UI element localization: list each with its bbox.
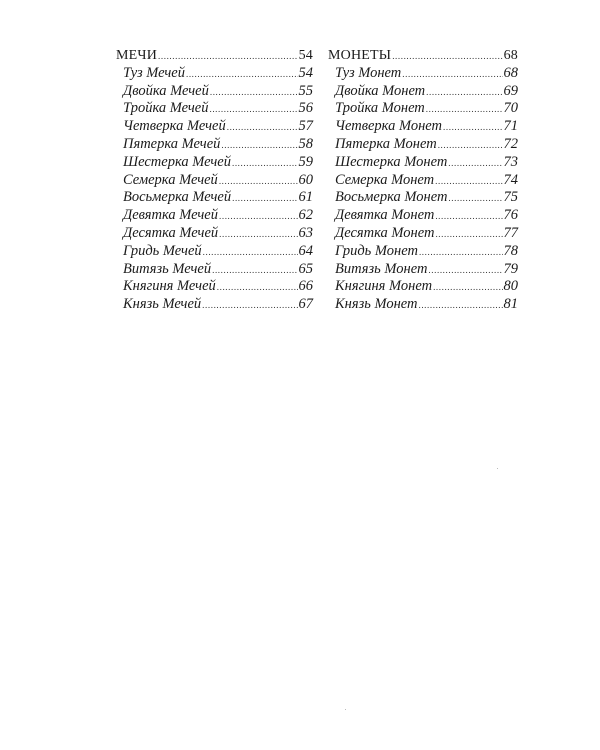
toc-page-number: 68: [503, 48, 518, 63]
toc-page-number: 54: [298, 64, 313, 81]
toc-heading-label: МОНЕТЫ: [328, 48, 392, 63]
toc-page-number: 56: [298, 100, 313, 117]
toc-entry-label: Гридь Мечей: [123, 242, 202, 259]
toc-page-number: 54: [298, 48, 313, 63]
toc-entry: [116, 296, 313, 314]
toc-entry: [116, 243, 313, 261]
toc-entry: [328, 261, 518, 279]
toc-dot-leader: [419, 244, 503, 262]
toc-dot-leader: [227, 119, 298, 137]
toc-entry: [116, 189, 313, 207]
toc-dot-leader: [202, 297, 297, 315]
toc-entry: [116, 278, 313, 296]
toc-page-number: 68: [503, 64, 518, 81]
toc-entry: [328, 225, 518, 243]
toc-page-number: 66: [298, 278, 313, 295]
toc-entry-label: Восьмерка Монет: [335, 189, 448, 206]
toc-entry-label: Девятка Монет: [335, 207, 435, 224]
toc-entry: [116, 136, 313, 154]
toc-page-number: 77: [503, 224, 518, 241]
toc-page-number: 73: [503, 153, 518, 170]
toc-dot-leader: [217, 279, 298, 297]
toc-dot-leader: [232, 190, 297, 208]
toc-dot-leader: [186, 66, 298, 84]
toc-page-number: 60: [298, 171, 313, 188]
toc-entry-label: Тройка Монет: [335, 100, 425, 117]
toc-entry-label: Витязь Мечей: [123, 260, 212, 277]
toc-entry: [328, 207, 518, 225]
toc-entry-label: Туз Монет: [335, 64, 402, 81]
toc-entry-label: Четверка Мечей: [123, 118, 226, 135]
toc-entry-label: Четверка Монет: [335, 118, 443, 135]
toc-page-number: 72: [503, 135, 518, 152]
toc-entry: [116, 225, 313, 243]
toc-page-number: 69: [503, 82, 518, 99]
toc-entry: [328, 243, 518, 261]
toc-dot-leader: [402, 66, 502, 84]
toc-entry: [116, 83, 313, 101]
toc-page-number: 75: [503, 189, 518, 206]
toc-page-number: 57: [298, 118, 313, 135]
toc-page-number: 79: [503, 260, 518, 277]
toc-entry-label: Восьмерка Мечей: [123, 189, 232, 206]
toc-entry: [116, 100, 313, 118]
toc-dot-leader: [418, 297, 502, 315]
toc-page-number: 61: [298, 189, 313, 206]
toc-entry-label: Десятка Мечей: [123, 224, 219, 241]
toc-dot-leader: [426, 84, 502, 102]
toc-page-number: 64: [298, 242, 313, 259]
toc-entry: [116, 207, 313, 225]
toc-entry-label: Двойка Монет: [335, 82, 426, 99]
toc-entry-label: Шестерка Мечей: [123, 153, 231, 170]
toc-entry: [116, 118, 313, 136]
toc-entry: [328, 296, 518, 314]
toc-entry: [328, 189, 518, 207]
toc-dot-leader: [158, 48, 298, 66]
toc-dot-leader: [212, 262, 297, 280]
toc-entry: [328, 83, 518, 101]
toc-entry-label: Десятка Монет: [335, 224, 435, 241]
toc-dot-leader: [221, 137, 297, 155]
toc-entry-label: Витязь Монет: [335, 260, 428, 277]
toc-dot-leader: [219, 226, 297, 244]
toc-page-number: 65: [298, 260, 313, 277]
toc-entry-label: Пятерка Мечей: [123, 135, 221, 152]
toc-entry-label: Гридь Монет: [335, 242, 418, 259]
toc-dot-leader: [426, 101, 503, 119]
toc-entry: [116, 154, 313, 172]
toc-entry: [328, 172, 518, 190]
toc-entry-label: Пятерка Монет: [335, 135, 437, 152]
toc-entry-label: Семерка Мечей: [123, 171, 218, 188]
toc-page-number: 58: [298, 135, 313, 152]
toc-entry-label: Князь Монет: [335, 296, 418, 313]
toc-page-number: 74: [503, 171, 518, 188]
toc-entry-label: Княгиня Мечей: [123, 278, 216, 295]
toc-page-number: 59: [298, 153, 313, 170]
toc-dot-leader: [443, 119, 502, 137]
toc-dot-leader: [438, 137, 503, 155]
toc-entry: [328, 100, 518, 118]
toc-page-number: 62: [298, 207, 313, 224]
toc-dot-leader: [433, 279, 502, 297]
toc-dot-leader: [435, 208, 502, 226]
toc-page-number: 70: [503, 100, 518, 117]
toc-dot-leader: [435, 226, 502, 244]
toc-page-number: 71: [503, 118, 518, 135]
toc-entry-list: [328, 65, 518, 314]
toc-entry-label: Двойка Мечей: [123, 82, 209, 99]
toc-dot-leader: [448, 155, 502, 173]
toc-dot-leader: [210, 84, 298, 102]
toc-entry-label: Тройка Мечей: [123, 100, 209, 117]
toc-column-coins: [328, 47, 518, 314]
toc-dot-leader: [219, 173, 298, 191]
paper-speck: [345, 709, 346, 710]
toc-page-number: 63: [298, 224, 313, 241]
toc-dot-leader: [232, 155, 298, 173]
toc-dot-leader: [435, 173, 502, 191]
toc-page-number: 67: [298, 296, 313, 313]
toc-heading-label: МЕЧИ: [116, 48, 158, 63]
toc-page-number: 80: [503, 278, 518, 295]
toc-page-number: 76: [503, 207, 518, 224]
toc-entry: [116, 261, 313, 279]
toc-entry: [116, 172, 313, 190]
toc-entry-label: Туз Мечей: [123, 64, 185, 81]
toc-entry: [328, 136, 518, 154]
toc-page-number: 55: [298, 82, 313, 99]
toc-entry-label: Шестерка Монет: [335, 153, 448, 170]
toc-dot-leader: [203, 244, 298, 262]
toc-entry: [328, 65, 518, 83]
toc-entry: [116, 65, 313, 83]
toc-dot-leader: [219, 208, 298, 226]
toc-section-heading: [116, 47, 313, 65]
toc-entry-label: Князь Мечей: [123, 296, 202, 313]
toc-section-heading: [328, 47, 518, 65]
toc-page-number: 78: [503, 242, 518, 259]
paper-speck: [497, 468, 498, 469]
toc-page-number: 81: [503, 296, 518, 313]
toc-entry: [328, 278, 518, 296]
toc-dot-leader: [209, 101, 297, 119]
toc-dot-leader: [448, 190, 502, 208]
toc-entry-label: Девятка Мечей: [123, 207, 218, 224]
toc-entry: [328, 118, 518, 136]
toc-entry-list: [116, 65, 313, 314]
toc-dot-leader: [392, 48, 502, 66]
toc-entry: [328, 154, 518, 172]
toc-column-swords: [116, 47, 313, 314]
toc-entry-label: Княгиня Монет: [335, 278, 433, 295]
toc-entry-label: Семерка Монет: [335, 171, 435, 188]
toc-dot-leader: [428, 262, 502, 280]
